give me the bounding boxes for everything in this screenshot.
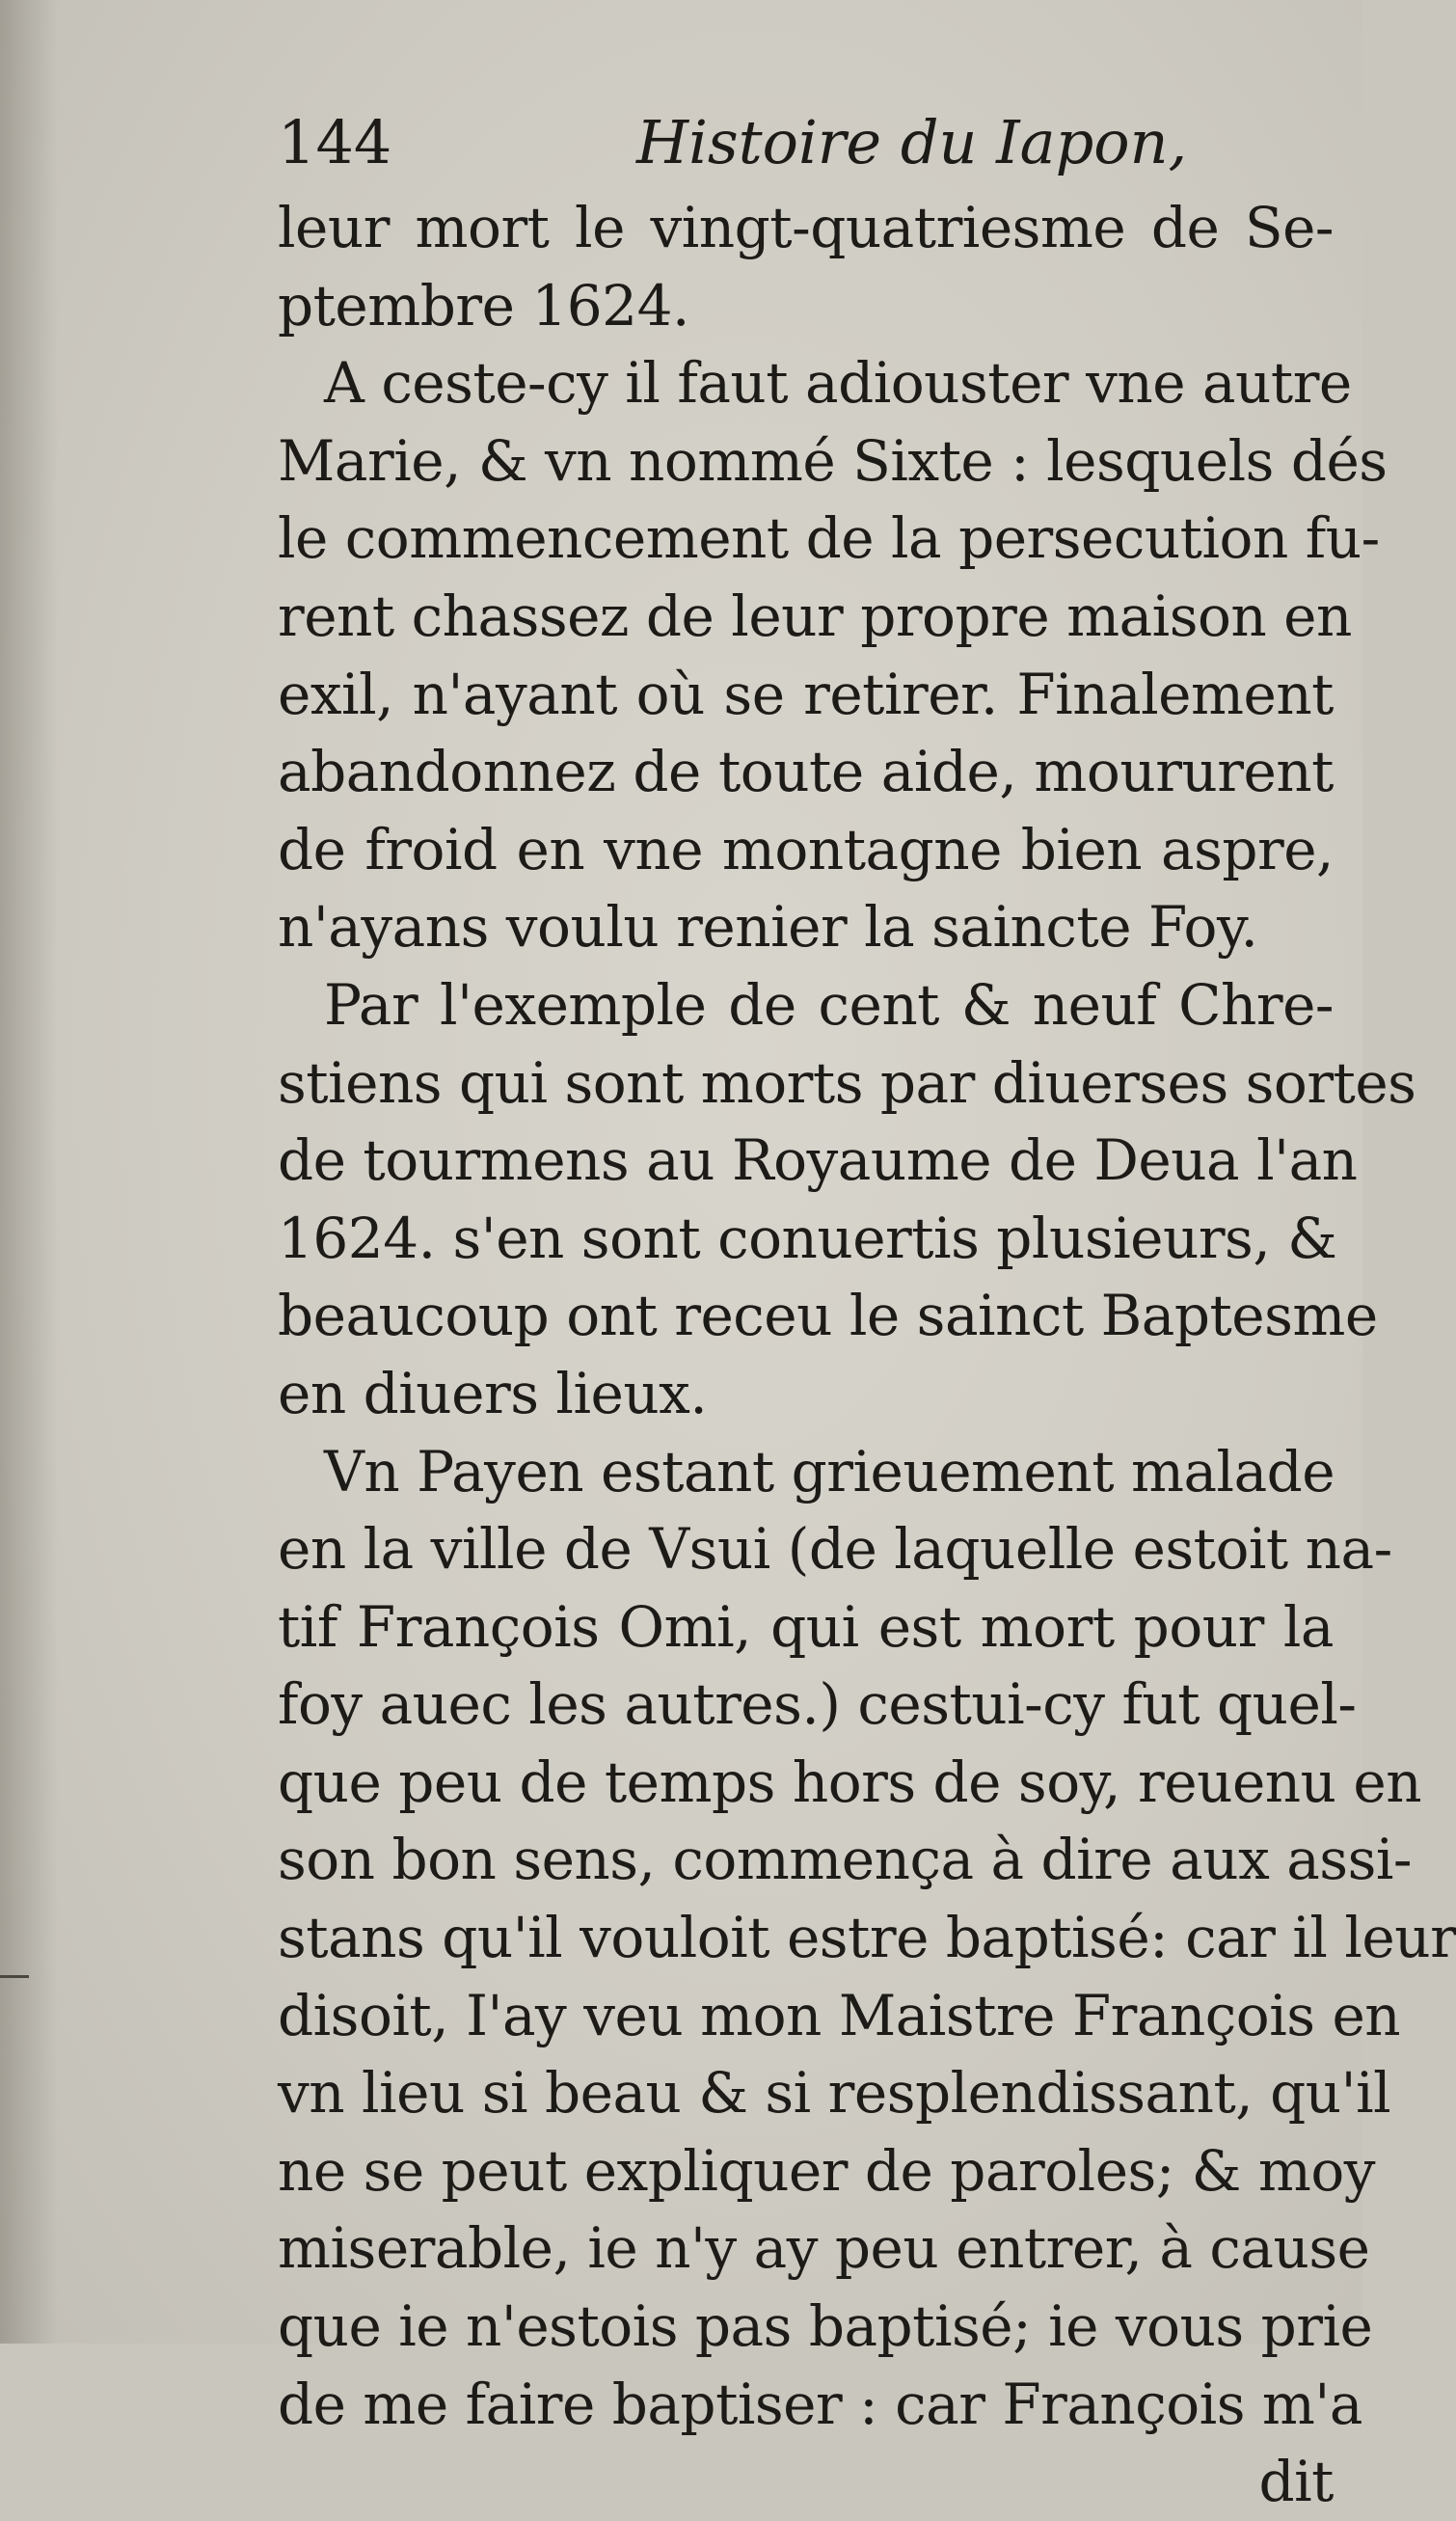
text-line: de me faire baptiser : car François m'a — [278, 2371, 1362, 2437]
paragraph-first-line: A ceste-cy il faut adiouster vne autre — [324, 350, 1352, 417]
text-line: que peu de temps hors de soy, reuenu en — [278, 1748, 1422, 1815]
text-line: stiens qui sont morts par diuerses sortes — [278, 1049, 1416, 1116]
text-line: ptembre 1624. — [278, 272, 689, 339]
text-line: foy auec les autres.) cestui-cy fut quel- — [278, 1671, 1357, 1738]
text-line: le commencement de la persecution fu- — [278, 505, 1380, 572]
text-line: rent chassez de leur propre maison en — [278, 583, 1352, 649]
paragraph-first-line: Par l'exemple de cent & neuf Chre- — [324, 971, 1334, 1038]
text-line: que ie n'estois pas baptisé; ie vous prie — [278, 2293, 1373, 2360]
text-line: exil, n'ayant où se retirer. Finalement — [278, 661, 1334, 727]
text-line: stans qu'il vouloit estre baptisé: car il leur — [278, 1905, 1456, 1971]
text-line: disoit, I'ay veu mon Maistre François en — [278, 1982, 1401, 2048]
text-line: de tourmens au Royaume de Deua l'an — [278, 1127, 1358, 1194]
text-line: ne se peut expliquer de paroles; & moy — [278, 2137, 1376, 2204]
running-title: Histoire du Iapon, — [636, 107, 1188, 177]
text-block — [278, 96, 1456, 2521]
paragraph-first-line: Vn Payen estant grieuement malade — [324, 1438, 1335, 1504]
text-line: 1624. s'en sont conuertis plusieurs, & — [278, 1205, 1337, 1271]
text-line: Marie, & vn nommé Sixte : lesquels dés — [278, 427, 1388, 494]
text-line: n'ayans voulu renier la saincte Foy. — [278, 894, 1258, 961]
text-line: tif François Omi, qui est mort pour la — [278, 1593, 1334, 1660]
text-line: miserable, ie n'y ay peu entrer, à cause — [278, 2215, 1370, 2282]
text-line: beaucoup ont receu le sainct Baptesme — [278, 1283, 1378, 1349]
text-line: son bon sens, commença à dire aux assi- — [278, 1827, 1412, 1893]
text-line: en diuers lieux. — [278, 1360, 708, 1426]
margin-mark — [0, 1975, 29, 1978]
page-gutter-shadow — [0, 0, 58, 2344]
text-line: leur mort le vingt-quatriesme de Se- — [278, 195, 1334, 260]
page-number: 144 — [278, 107, 392, 177]
text-line: vn lieu si beau & si resplendissant, qu'il — [278, 2060, 1391, 2127]
running-head — [278, 96, 1334, 189]
text-line: abandonnez de toute aide, moururent — [278, 739, 1334, 805]
catchword: dit — [1258, 2449, 1334, 2515]
text-line: de froid en vne montagne bien aspre, — [278, 816, 1334, 882]
text-line: en la ville de Vsui (de laquelle estoit na- — [278, 1516, 1392, 1583]
